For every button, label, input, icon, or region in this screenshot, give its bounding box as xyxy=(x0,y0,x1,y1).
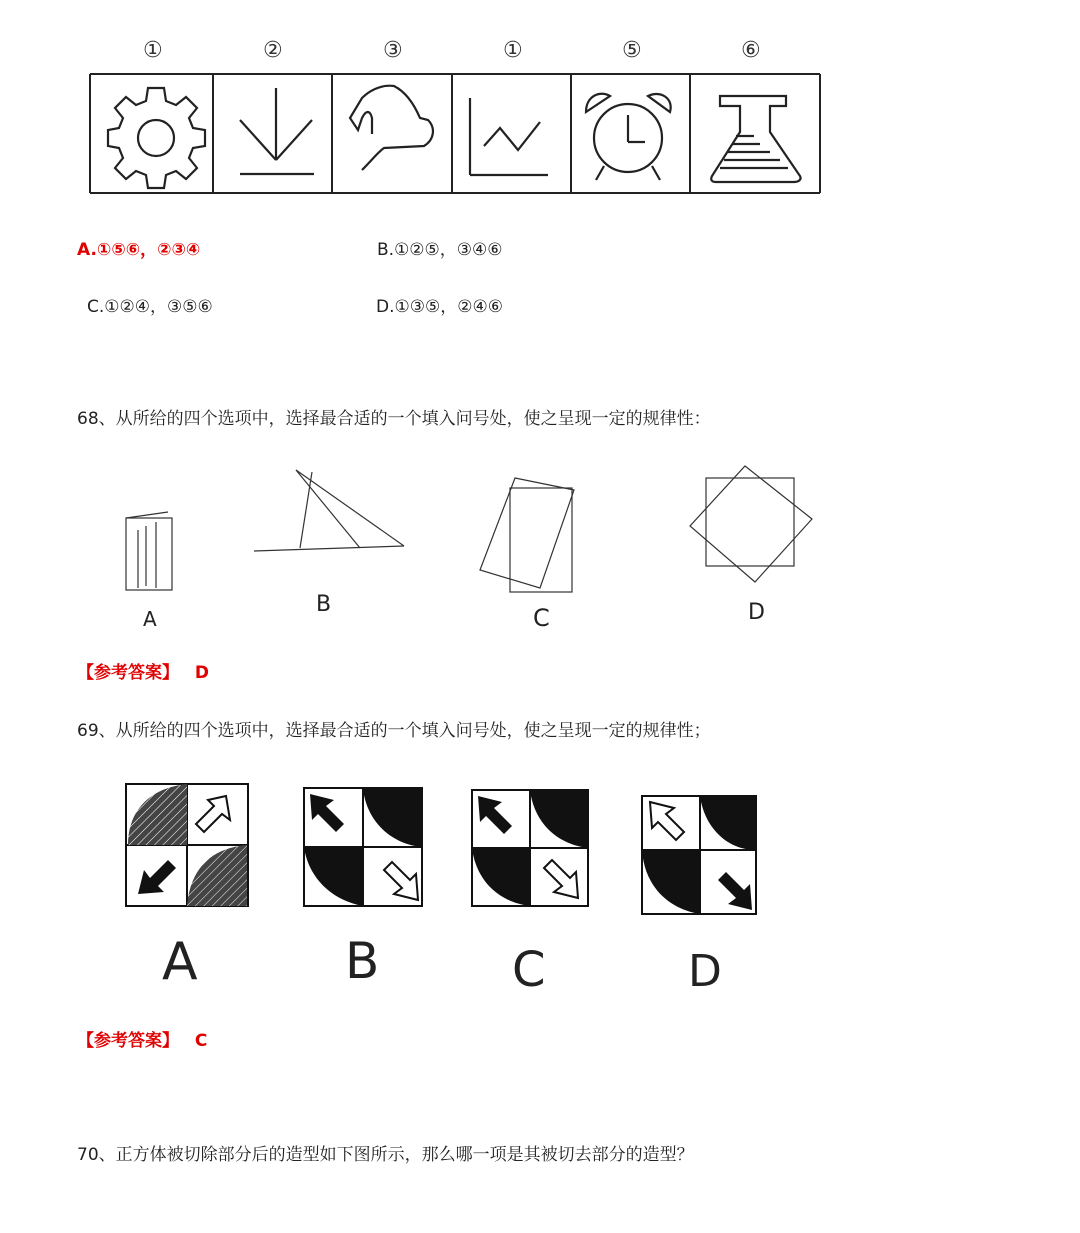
figure-label-5: ⑤ xyxy=(622,38,642,63)
option-d[interactable]: D.①③⑤，②④⑥ xyxy=(376,297,503,317)
figure-label-6: ⑥ xyxy=(741,38,761,63)
alarm-clock-icon xyxy=(586,94,671,180)
q69-label-c: C xyxy=(512,942,546,998)
option-c[interactable]: C.①②④，③⑤⑥ xyxy=(87,297,213,317)
q69-answer xyxy=(77,1026,207,1051)
q68-figure-c xyxy=(480,478,574,592)
q69-figure-b xyxy=(304,788,422,906)
question-70-text: 70、正方体被切除部分后的造型如下图所示，那么哪一项是其被切去部分的造型？ xyxy=(77,1145,694,1165)
figure-label-2: ② xyxy=(263,38,283,63)
q69-label-b: B xyxy=(345,932,380,990)
q69-label-a: A xyxy=(162,932,198,992)
option-a[interactable]: A.①⑤⑥，②③④ xyxy=(77,240,201,260)
q68-answer-value: D xyxy=(194,663,210,683)
q68-label-b: B xyxy=(316,592,332,617)
dog-head-icon xyxy=(350,86,433,170)
figure-label-1: ① xyxy=(143,38,163,63)
option-b[interactable]: B.①②⑤，③④⑥ xyxy=(377,240,503,260)
q69-answer-label: 【参考答案】 xyxy=(77,1031,179,1051)
q69-figure-a xyxy=(126,784,248,906)
q68-label-d: D xyxy=(748,600,765,625)
q69-answer-value: C xyxy=(194,1031,208,1051)
q69-figure-c xyxy=(472,790,588,906)
q68-figure-a xyxy=(126,512,172,590)
question-68-text: 68、从所给的四个选项中，选择最合适的一个填入问号处，使之呈现一定的规律性： xyxy=(77,409,711,429)
download-arrow-icon xyxy=(240,88,314,174)
q68-label-c: C xyxy=(533,604,550,632)
q69-figure-d xyxy=(642,796,756,914)
gear-icon xyxy=(108,88,205,188)
line-chart-icon xyxy=(470,98,548,175)
q68-figure-d xyxy=(690,466,812,582)
question-69-text: 69、从所给的四个选项中，选择最合适的一个填入问号处，使之呈现一定的规律性； xyxy=(77,721,711,741)
figure-label-4: ① xyxy=(503,38,523,63)
q68-answer-label: 【参考答案】 xyxy=(77,663,179,683)
flask-icon xyxy=(711,96,800,182)
q68-answer xyxy=(77,658,209,683)
q68-figure-b xyxy=(254,470,404,551)
q69-figures xyxy=(0,770,1080,930)
q69-label-d: D xyxy=(688,946,722,997)
icon-strip xyxy=(0,0,1080,210)
q68-label-a: A xyxy=(143,607,157,631)
figure-label-3: ③ xyxy=(383,38,403,63)
